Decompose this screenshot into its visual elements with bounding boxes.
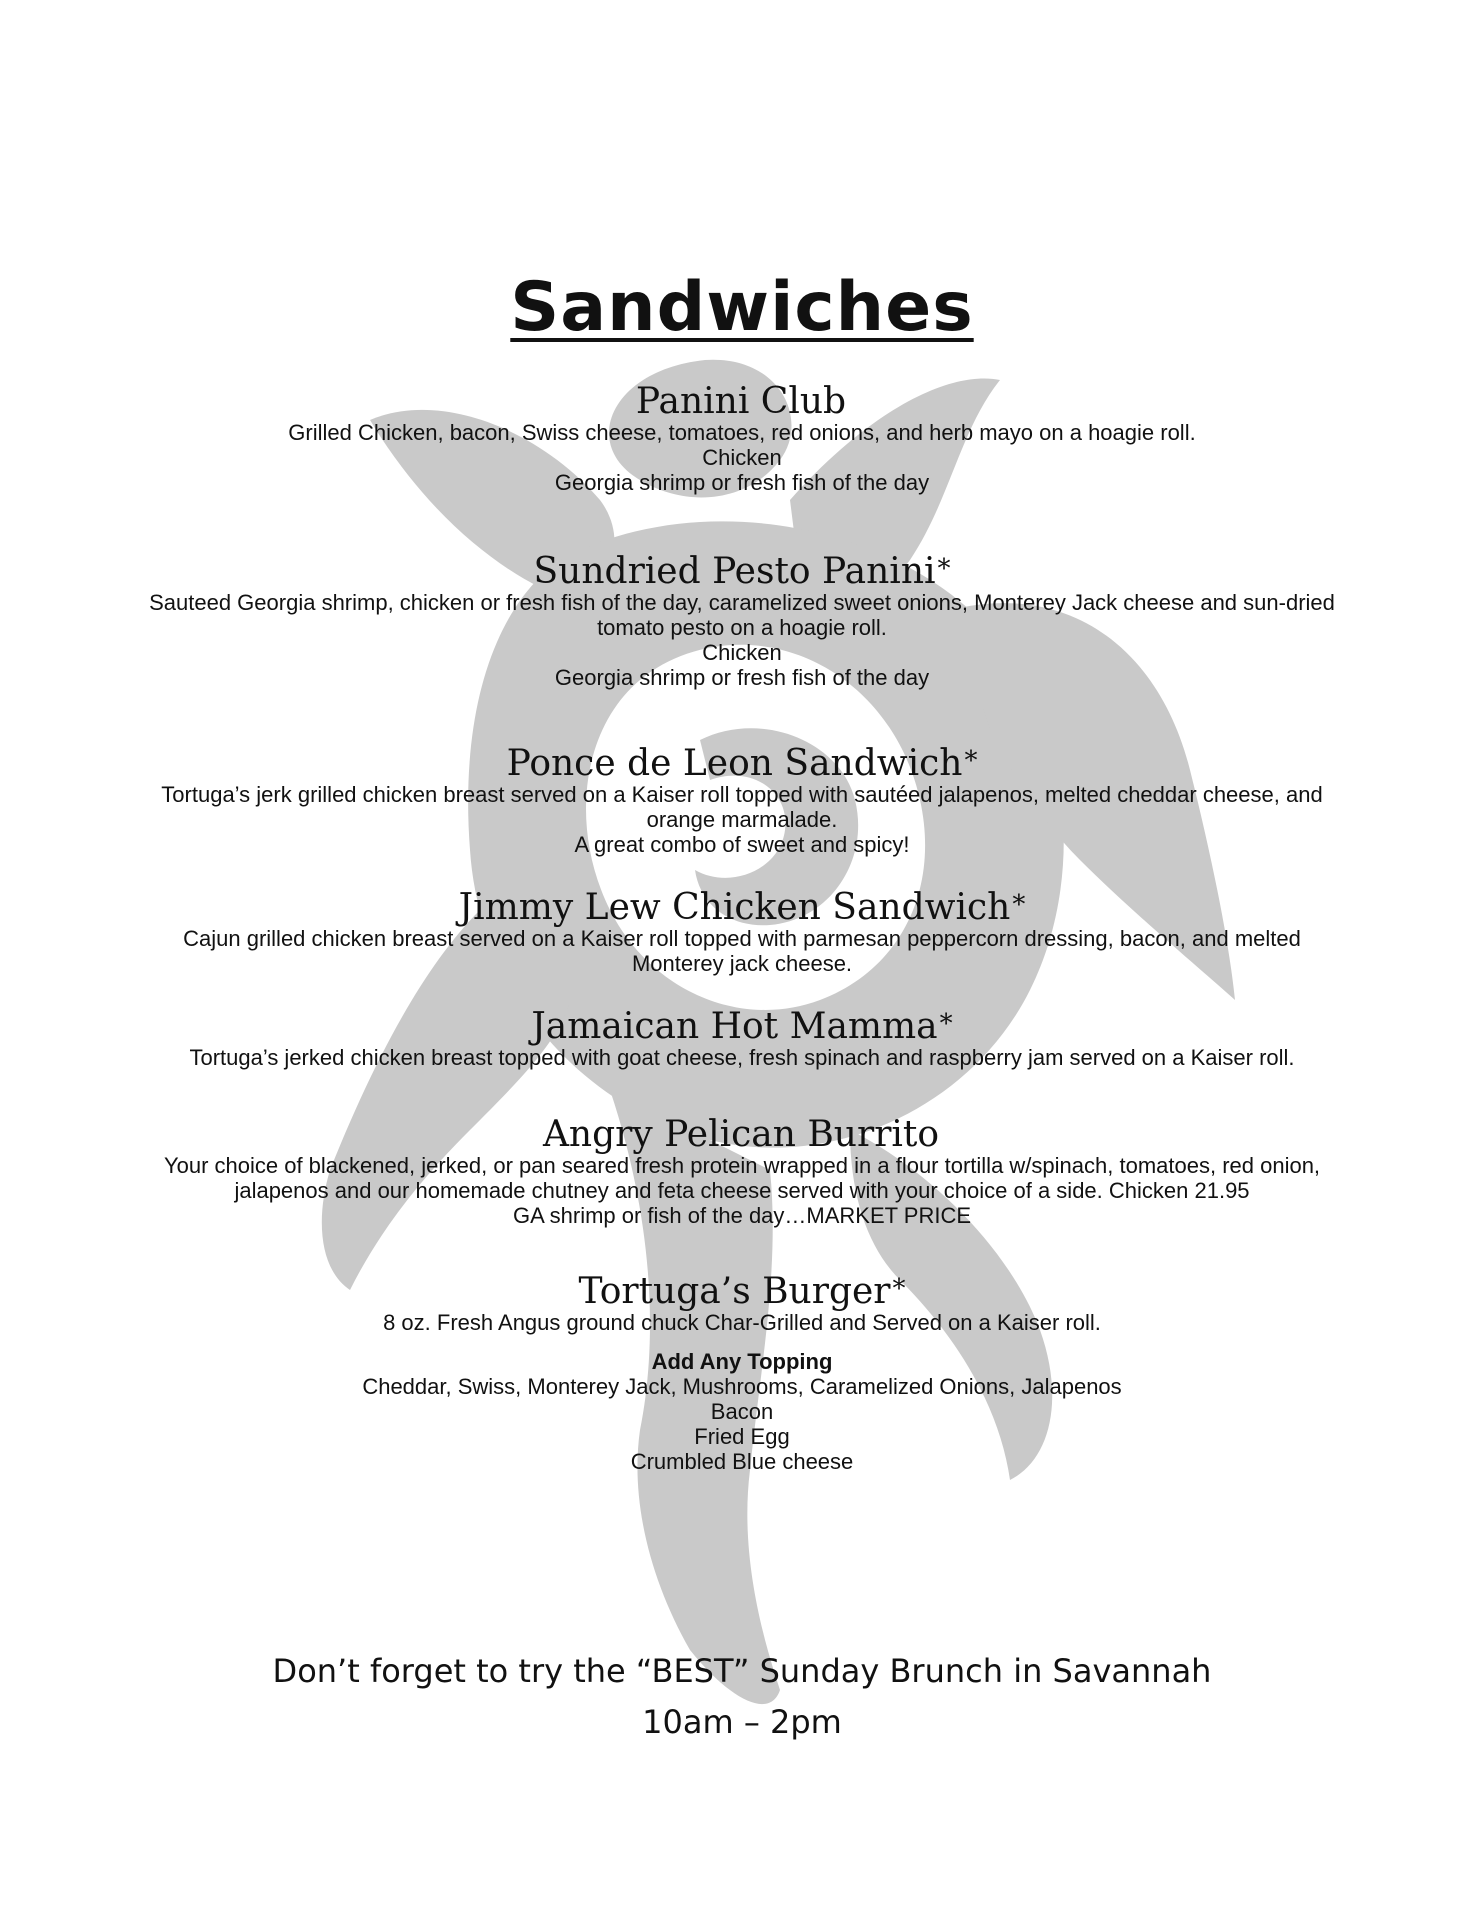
menu-item-jimmy-lew-chicken-sandwich <box>60 887 1424 976</box>
menu-section-title: Sandwiches <box>510 268 974 347</box>
item-name: Angry Pelican Burrito <box>542 1114 940 1155</box>
item-name: Jimmy Lew Chicken Sandwich* <box>458 887 1026 928</box>
item-description: 8 oz. Fresh Angus ground chuck Char-Grilled and Served on a Kaiser roll. <box>383 1310 1101 1335</box>
item-name: Tortuga’s Burger* <box>578 1271 906 1312</box>
topping-option: Cheddar, Swiss, Monterey Jack, Mushrooms, Caramelized Onions, Jalapenos <box>362 1374 1122 1399</box>
item-option: Chicken <box>702 445 782 470</box>
item-description: orange marmalade. <box>646 807 838 832</box>
item-description: jalapenos and our homemade chutney and feta cheese served with your choice of a side. Chicken 21.95 <box>234 1178 1250 1203</box>
item-description: Sauteed Georgia shrimp, chicken or fresh fish of the day, caramelized sweet onions, Monterey Jack cheese and sun-dried <box>149 590 1335 615</box>
menu-item-tortugas-burger <box>60 1271 1424 1474</box>
topping-heading: Add Any Topping <box>651 1349 833 1374</box>
item-name: Panini Club <box>635 381 847 422</box>
item-description: Your choice of blackened, jerked, or pan seared fresh protein wrapped in a flour tortilla w/spinach, tomatoes, red onion, <box>163 1153 1321 1178</box>
menu-item-ponce-de-leon-sandwich <box>60 743 1424 857</box>
item-description: tomato pesto on a hoagie roll. <box>597 615 887 640</box>
item-description: Monterey jack cheese. <box>631 951 853 976</box>
item-description: Tortuga’s jerk grilled chicken breast served on a Kaiser roll topped with sautéed jalapenos, melted cheddar cheese, and <box>161 782 1323 807</box>
item-name: Sundried Pesto Panini* <box>533 551 951 592</box>
menu-item-sundried-pesto-panini <box>60 551 1424 690</box>
brunch-promo: Don’t forget to try the “BEST” Sunday Brunch in Savannah <box>272 1652 1212 1690</box>
menu-item-jamaican-hot-mamma <box>60 1006 1424 1070</box>
topping-option: Crumbled Blue cheese <box>630 1449 854 1474</box>
menu-item-angry-pelican-burrito <box>60 1114 1424 1228</box>
topping-option: Bacon <box>710 1399 774 1424</box>
item-name: Ponce de Leon Sandwich* <box>506 743 978 784</box>
item-option: Georgia shrimp or fresh fish of the day <box>554 665 930 690</box>
menu-item-panini-club <box>60 381 1424 495</box>
item-tagline: A great combo of sweet and spicy! <box>574 832 910 857</box>
topping-option: Fried Egg <box>694 1424 790 1449</box>
item-description: Tortuga’s jerked chicken breast topped with goat cheese, fresh spinach and raspberry jam served on a Kaiser roll. <box>189 1045 1295 1070</box>
item-price: GA shrimp or fish of the day…MARKET PRICE <box>512 1203 972 1228</box>
item-description: Cajun grilled chicken breast served on a Kaiser roll topped with parmesan peppercorn dressing, bacon, and melted <box>183 926 1301 951</box>
item-option: Georgia shrimp or fresh fish of the day <box>554 470 930 495</box>
item-option: Chicken <box>702 640 782 665</box>
item-name: Jamaican Hot Mamma* <box>531 1006 953 1047</box>
item-description: Grilled Chicken, bacon, Swiss cheese, tomatoes, red onions, and herb mayo on a hoagie roll. <box>288 420 1196 445</box>
brunch-hours: 10am – 2pm <box>642 1703 842 1741</box>
